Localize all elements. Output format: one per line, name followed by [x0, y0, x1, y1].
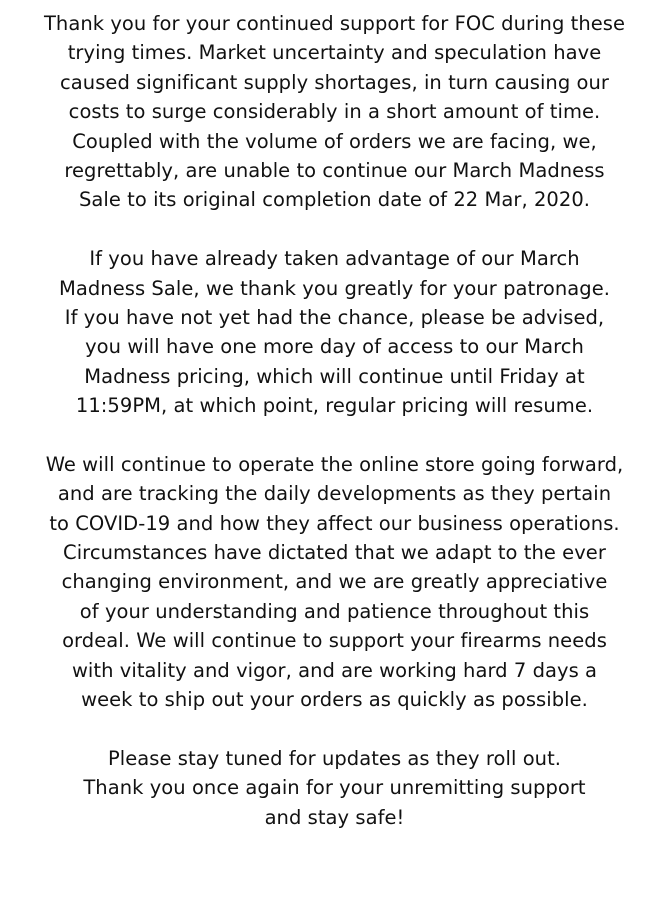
text-line: trying times. Market uncertainty and speculation have [67, 41, 602, 65]
notice-paragraph-supply-shortage [0, 9, 669, 215]
text-line: regrettably, are unable to continue our March Madness [64, 158, 605, 182]
text-line: We will continue to operate the online store going forward, [45, 452, 624, 476]
text-line: Circumstances have dictated that we adapt to the ever [63, 541, 606, 565]
text-line: Sale to its original completion date of 22 Mar, 2020. [78, 188, 591, 212]
notice-paragraph-operations [0, 450, 669, 715]
text-line: 11:59PM, at which point, regular pricing will resume. [75, 394, 594, 418]
paragraph-gap [0, 420, 669, 449]
text-line: and stay safe! [264, 805, 405, 829]
text-line: and are tracking the daily developments as they pertain [57, 482, 612, 506]
text-line: changing environment, and we are greatly appreciative [61, 570, 608, 594]
text-line: with vitality and vigor, and are working hard 7 days a [71, 658, 598, 682]
text-line: Madness Sale, we thank you greatly for your patronage. [59, 276, 610, 300]
text-line: to COVID-19 and how they affect our business operations. [49, 511, 620, 535]
text-line: costs to surge considerably in a short amount of time. [68, 100, 601, 124]
text-line: Please stay tuned for updates as they roll out. [107, 746, 562, 770]
paragraph-gap [0, 215, 669, 244]
text-line: Coupled with the volume of orders we are facing, we, [72, 129, 597, 153]
text-line: you will have one more day of access to our March [85, 335, 584, 359]
text-line: If you have already taken advantage of our March [89, 247, 580, 271]
text-line: Thank you for your continued support for FOC during these [43, 12, 626, 35]
text-line: Madness pricing, which will continue until Friday at [84, 364, 585, 388]
paragraph-gap [0, 714, 669, 743]
text-line: ordeal. We will continue to support your firearms needs [62, 629, 607, 653]
text-line: week to ship out your orders as quickly as possible. [81, 687, 588, 711]
text-line: If you have not yet had the chance, please be advised, [64, 305, 605, 329]
text-line: of your understanding and patience throughout this [79, 599, 590, 623]
notice-paragraph-sale-extension [0, 244, 669, 420]
text-line: caused significant supply shortages, in turn causing our [60, 70, 609, 94]
text-line: Thank you once again for your unremitting support [83, 776, 586, 800]
notice-paragraph-closing [0, 744, 669, 832]
